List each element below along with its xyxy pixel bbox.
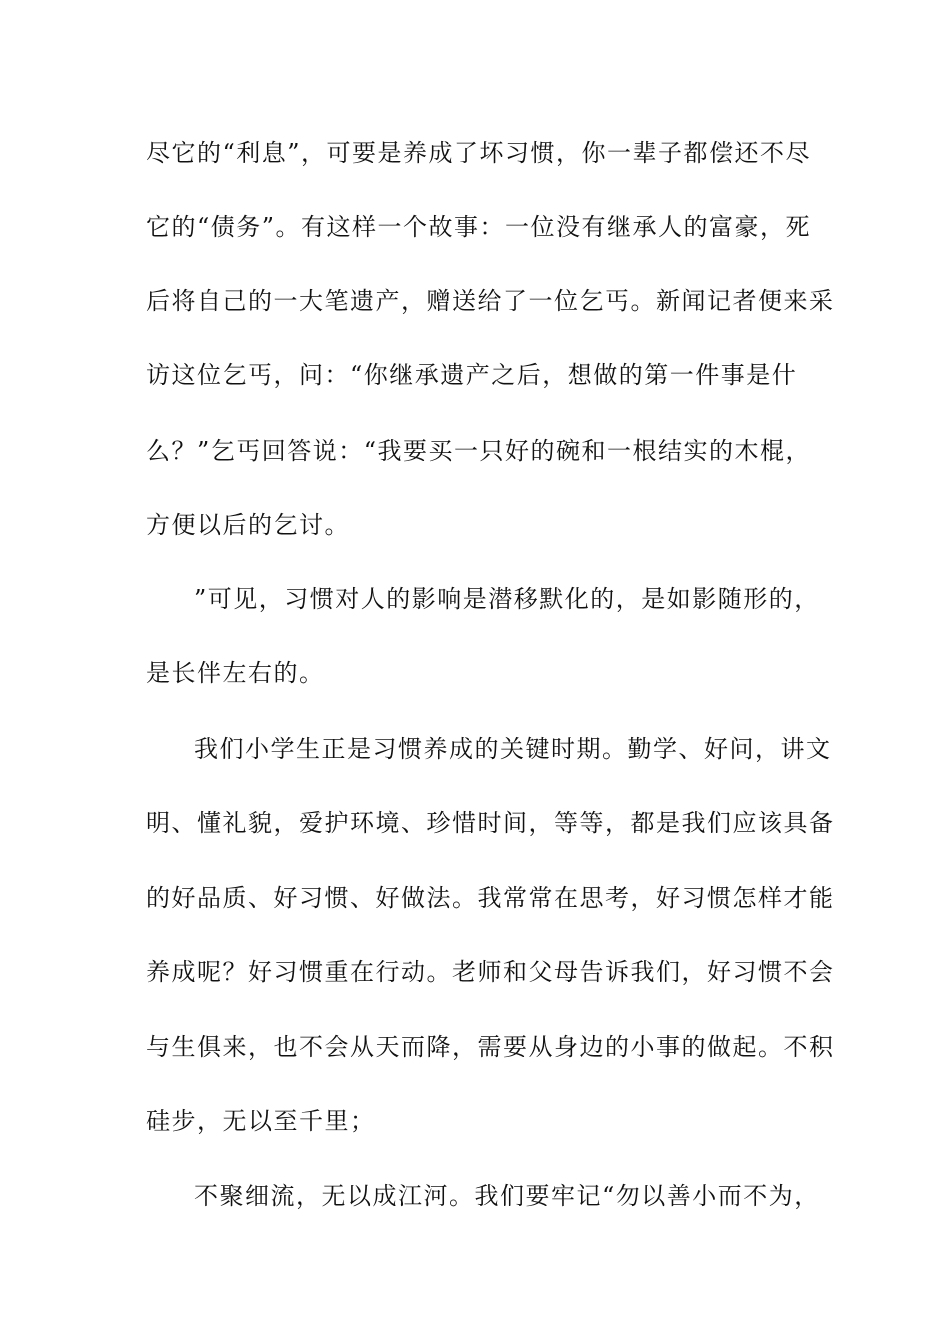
text-line-14: 硅步，无以至千里； — [146, 1107, 376, 1135]
text-line-2: 它的“债务”。有这样一个故事：一位没有继承人的富豪，死 — [146, 213, 812, 241]
text-line-11: 的好品质、好习惯、好做法。我常常在思考，好习惯怎样才能 — [146, 884, 835, 912]
text-line-4: 访这位乞丐，问：“你继承遗产之后，想做的第一件事是什 — [146, 361, 798, 389]
text-line-12: 养成呢？好习惯重在行动。老师和父母告诉我们，好习惯不会 — [146, 958, 835, 986]
text-line-7: ”可见，习惯对人的影响是潜移默化的，是如影随形的， — [194, 585, 820, 613]
text-line-3: 后将自己的一大笔遗产，赠送给了一位乞丐。新闻记者便来采 — [146, 287, 835, 315]
text-line-9: 我们小学生正是习惯养成的关键时期。勤学、好问，讲文 — [194, 735, 832, 763]
text-line-13: 与生俱来，也不会从天而降，需要从身边的小事的做起。不积 — [146, 1033, 835, 1061]
text-line-10: 明、懂礼貌，爱护环境、珍惜时间，等等，都是我们应该具备 — [146, 809, 835, 837]
text-line-6: 方便以后的乞讨。 — [146, 511, 350, 539]
text-line-8: 是长伴左右的。 — [146, 659, 325, 687]
text-line-5: 么？”乞丐回答说：“我要买一只好的碗和一根结实的木棍， — [146, 437, 812, 465]
text-line-1: 尽它的“利息”，可要是养成了坏习惯，你一辈子都偿还不尽 — [146, 139, 812, 167]
text-line-15: 不聚细流，无以成江河。我们要牢记“勿以善小而不为， — [194, 1182, 820, 1210]
